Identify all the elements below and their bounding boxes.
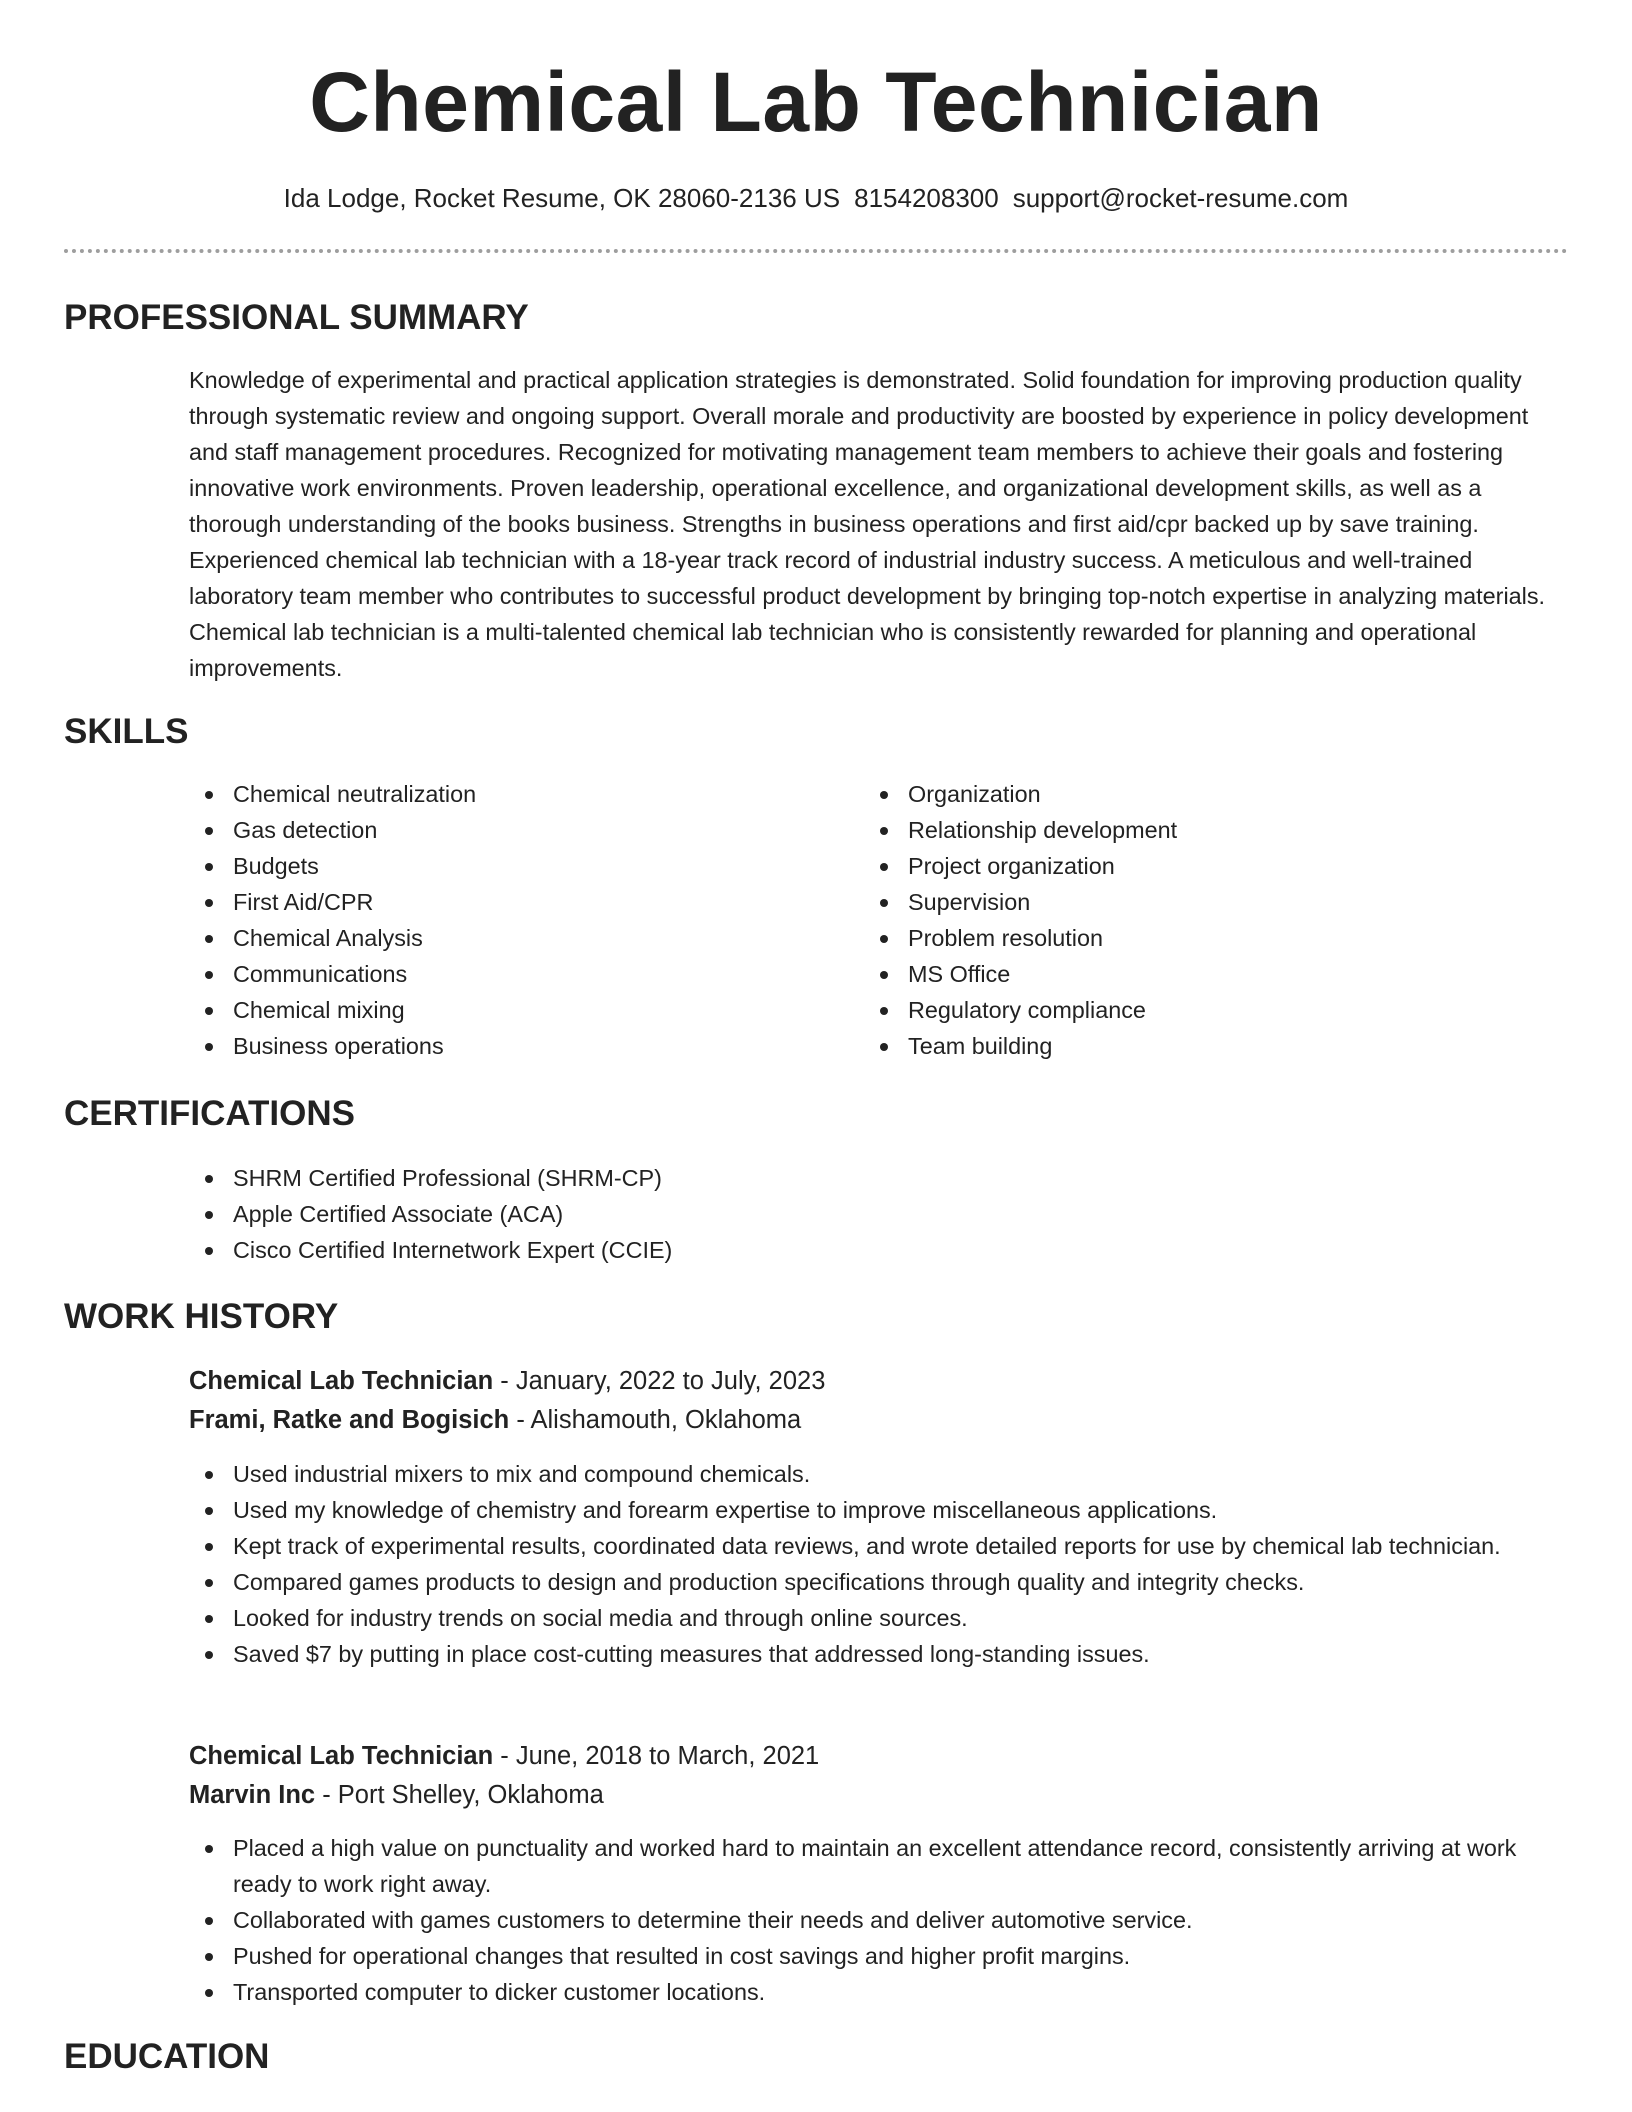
job-bullet: Saved $7 by putting in place cost-cutting measures that addressed long-standing issues.	[189, 1636, 1554, 1672]
skill-item: Project organization	[864, 848, 1504, 884]
job-bullets-wrap	[189, 1456, 1554, 1672]
work-history-heading: WORK HISTORY	[64, 1297, 339, 1336]
skills-left-list	[189, 776, 829, 1064]
job-bullet: Used industrial mixers to mix and compound chemicals.	[189, 1456, 1554, 1492]
skill-item: Regulatory compliance	[864, 992, 1504, 1028]
skill-item: Supervision	[864, 884, 1504, 920]
summary-text: Knowledge of experimental and practical application strategies is demonstrated. Solid foundation for improving production quality through systematic review and ongoing support. Overall morale and productivity are boosted by experience in policy development and staff management procedures. Recognized for motivating management team members to achieve their goals and fostering innovative work environments. Proven leadership, operational excellence, and organizational development skills, as well as a thorough understanding of the books business. Strengths in business operations and first aid/cpr backed up by save training. Experienced chemical lab technician with a 18-year track record of industrial industry success. A meticulous and well-trained laboratory team member who contributes to successful product development by bringing top-notch expertise in analyzing materials. Chemical lab technician is a multi-talented chemical lab technician who is consistently rewarded for planning and operational improvements.	[189, 367, 1546, 681]
job-title: Chemical Lab Technician	[189, 1742, 494, 1770]
job-dates: - January, 2022 to July, 2023	[493, 1367, 826, 1395]
skill-item: Relationship development	[864, 812, 1504, 848]
job-company-line	[189, 1402, 1554, 1438]
skill-item: First Aid/CPR	[189, 884, 829, 920]
job-bullet: Used my knowledge of chemistry and forearm expertise to improve miscellaneous applications.	[189, 1492, 1554, 1528]
skill-item: Chemical mixing	[189, 992, 829, 1028]
summary-heading: PROFESSIONAL SUMMARY	[64, 298, 529, 337]
job-title: Chemical Lab Technician	[189, 1367, 494, 1395]
job-bullet-list	[189, 1830, 1554, 2010]
skill-item: Gas detection	[189, 812, 829, 848]
education-heading: EDUCATION	[64, 2037, 270, 2076]
skill-item: Budgets	[189, 848, 829, 884]
header-divider	[64, 249, 1568, 253]
job-bullet: Looked for industry trends on social media and through online sources.	[189, 1600, 1554, 1636]
job-bullet: Collaborated with games customers to determine their needs and deliver automotive service.	[189, 1902, 1554, 1938]
skill-item: Team building	[864, 1028, 1504, 1064]
job-title-line	[189, 1738, 1554, 1774]
certification-item: Apple Certified Associate (ACA)	[189, 1196, 1554, 1232]
skills-right-column	[864, 776, 1504, 1064]
job-company: Frami, Ratke and Bogisich	[189, 1406, 510, 1434]
skill-item: Communications	[189, 956, 829, 992]
job-location: - Port Shelley, Oklahoma	[315, 1781, 604, 1809]
job-title-line	[189, 1363, 1554, 1399]
skills-right-list	[864, 776, 1504, 1064]
job-company: Marvin Inc	[189, 1781, 316, 1809]
resume-title: Chemical Lab Technician	[309, 55, 1323, 149]
job-bullet: Transported computer to dicker customer locations.	[189, 1974, 1554, 2010]
contact-email: support@rocket-resume.com	[1012, 183, 1349, 213]
job-location: - Alishamouth, Oklahoma	[509, 1406, 802, 1434]
job-bullet-list	[189, 1456, 1554, 1672]
certifications-heading: CERTIFICATIONS	[64, 1094, 356, 1133]
contact-address: Ida Lodge, Rocket Resume, OK 28060-2136 US	[283, 183, 841, 213]
skill-item: MS Office	[864, 956, 1504, 992]
certification-item: SHRM Certified Professional (SHRM-CP)	[189, 1160, 1554, 1196]
contact-line	[64, 180, 1568, 216]
skill-item: Chemical Analysis	[189, 920, 829, 956]
certification-item: Cisco Certified Internetwork Expert (CCIE)	[189, 1232, 1554, 1268]
skill-item: Business operations	[189, 1028, 829, 1064]
certifications-list-wrap	[189, 1160, 1554, 1268]
skills-left-column	[189, 776, 829, 1064]
job-bullet: Pushed for operational changes that resulted in cost savings and higher profit margins.	[189, 1938, 1554, 1974]
skill-item: Chemical neutralization	[189, 776, 829, 812]
job-bullet: Kept track of experimental results, coordinated data reviews, and wrote detailed reports for use by chemical lab technician.	[189, 1528, 1554, 1564]
job-bullet: Placed a high value on punctuality and worked hard to maintain an excellent attendance record, consistently arriving at work ready to work right away.	[189, 1830, 1554, 1902]
certifications-list	[189, 1160, 1554, 1268]
job-dates: - June, 2018 to March, 2021	[493, 1742, 820, 1770]
job-company-line	[189, 1777, 1554, 1813]
skill-item: Organization	[864, 776, 1504, 812]
contact-phone: 8154208300	[854, 183, 999, 213]
skill-item: Problem resolution	[864, 920, 1504, 956]
job-bullets-wrap	[189, 1830, 1554, 2010]
skills-heading: SKILLS	[64, 712, 189, 751]
job-bullet: Compared games products to design and production specifications through quality and integrity checks.	[189, 1564, 1554, 1600]
